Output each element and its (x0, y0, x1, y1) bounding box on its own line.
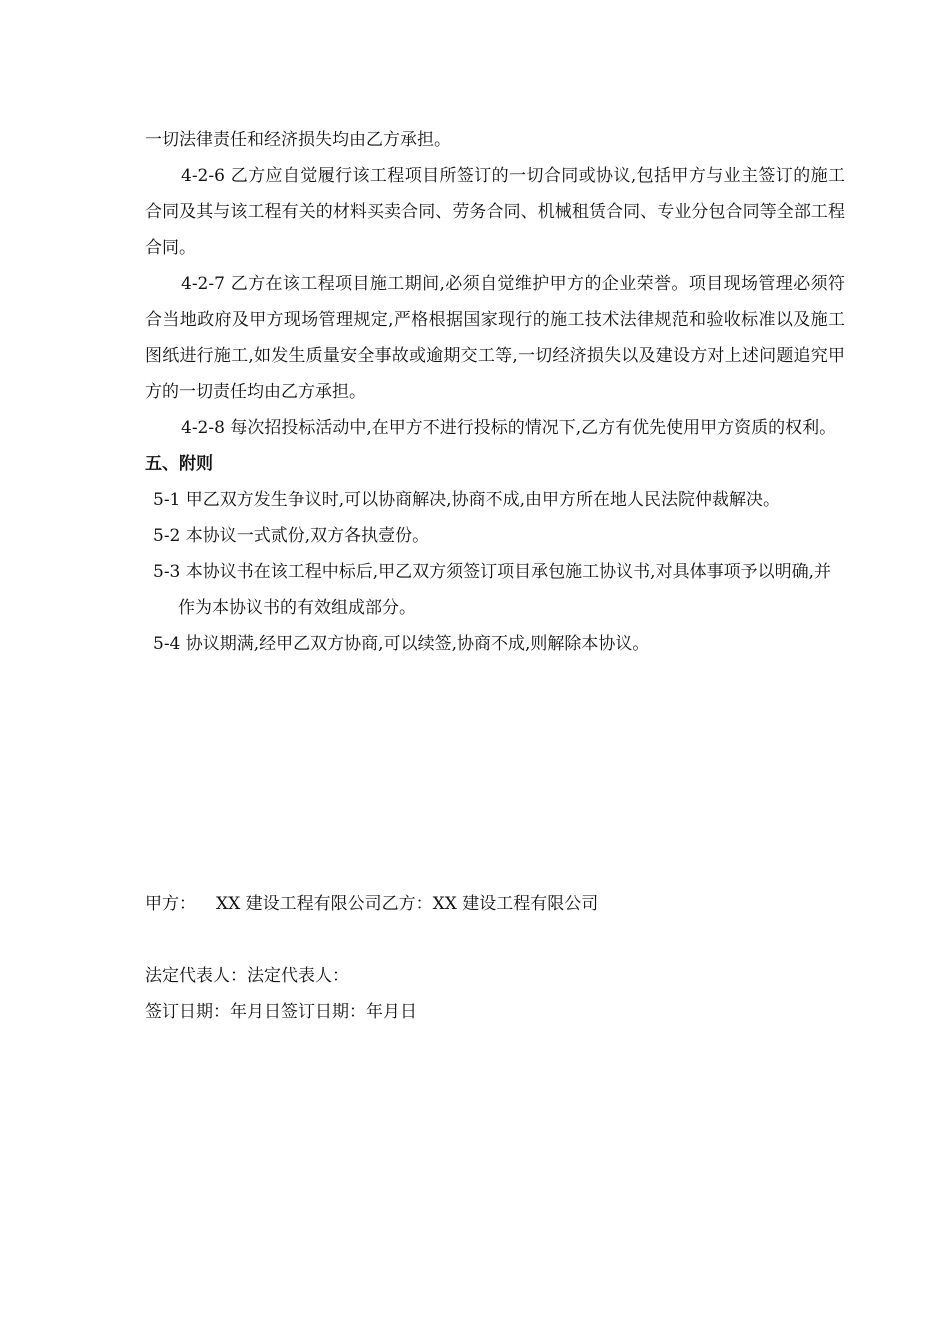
party-b-name: XX 建设工程有限公司 (432, 894, 599, 914)
party-b-label: 乙方： (381, 894, 433, 914)
party-a-label: 甲方： (145, 894, 196, 914)
date-a-label: 签订日期：年月日 (145, 1002, 281, 1022)
clause-5-3: 5-3 本协议书在该工程中标后,甲乙双方须签订项目承包施工协议书,对具体事项予以明确,并作为本协议书的有效组成部分。 (153, 562, 831, 618)
signature-parties (145, 886, 845, 922)
paragraph-liability: 一切法律责任和经济损失均由乙方承担。 (145, 130, 451, 150)
signature-dates (145, 994, 845, 1030)
section-title-supplementary: 五、附则 (145, 454, 213, 474)
rep-a-label: 法定代表人： (145, 966, 247, 986)
paragraph-4-2-7: 4-2-7 乙方在该工程项目施工期间,必须自觉维护甲方的企业荣誉。项目现场管理必须符合当地政府及甲方现场管理规定,严格根据国家现行的施工技术法律规范和验收标准以及施工图纸进行施工,如发生质量安全事故或逾期交工等,一切经济损失以及建设方对上述问题追究甲方的一切责任均由乙方承担。 (145, 274, 845, 402)
paragraph-4-2-6: 4-2-6 乙方应自觉履行该工程项目所签订的一切合同或协议,包括甲方与业主签订的施工合同及其与该工程有关的材料买卖合同、劳务合同、机械租赁合同、专业分包合同等全部工程合同。 (145, 166, 845, 258)
party-a-name: XX 建设工程有限公司 (216, 894, 382, 914)
clause-5-2: 5-2 本协议一式贰份,双方各执壹份。 (153, 526, 430, 546)
paragraph-4-2-8: 4-2-8 每次招投标活动中,在甲方不进行投标的情况下,乙方有优先使用甲方资质的权利。 (181, 418, 837, 438)
signature-representatives (145, 958, 845, 994)
date-b-label: 签订日期：年月日 (281, 1002, 417, 1022)
clause-5-4: 5-4 协议期满,经甲乙双方协商,可以续签,协商不成,则解除本协议。 (153, 634, 650, 654)
clause-5-1: 5-1 甲乙双方发生争议时,可以协商解决,协商不成,由甲方所在地人民法院仲裁解决。 (153, 490, 780, 510)
agreement-body (145, 122, 845, 662)
rep-b-label: 法定代表人： (247, 966, 349, 986)
